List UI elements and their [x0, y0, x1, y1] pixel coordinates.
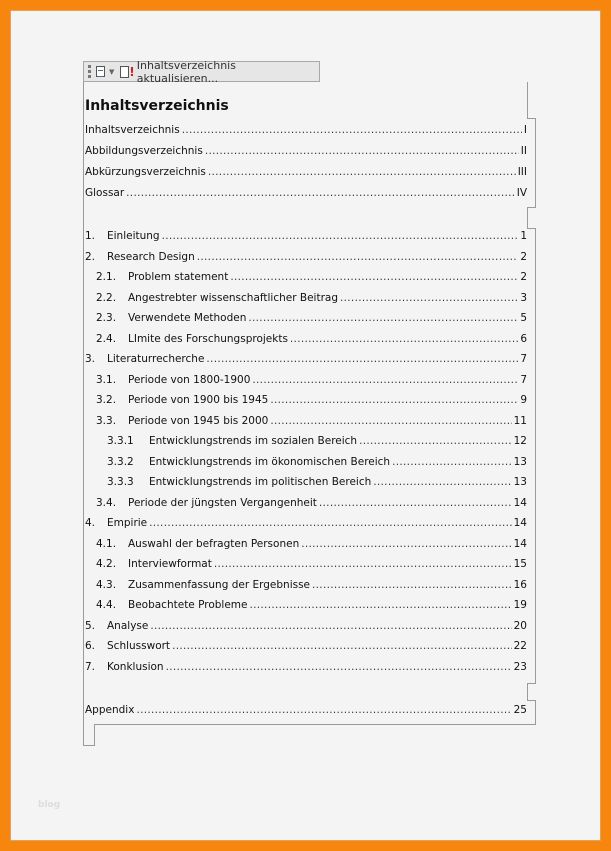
toc-entry-label: Empirie — [107, 517, 148, 529]
leader-dots — [136, 704, 511, 716]
toc-entry[interactable] — [85, 640, 527, 654]
toc-entry[interactable] — [85, 476, 527, 490]
leader-dots — [206, 353, 518, 365]
toc-entry-label: Konklusion — [107, 660, 164, 673]
toc-entry-number: 4.3. — [96, 578, 117, 591]
toc-entry-page: 2 — [520, 250, 527, 263]
toc-entry-number: 2. — [85, 250, 96, 263]
toc-entry-page: 7 — [520, 373, 527, 386]
toc-entry-number: 2.4. — [96, 332, 117, 345]
leader-dots — [197, 251, 519, 263]
leader-dots — [290, 333, 518, 345]
leader-dots — [162, 230, 519, 242]
toc-entry-number: 3.4. — [96, 496, 117, 509]
update-toc-button[interactable]: Inhaltsverzeichnis aktualisieren... — [136, 58, 236, 85]
toc-entry-page: 13 — [513, 476, 527, 488]
toc-entry-number: 3.3. — [96, 414, 117, 427]
toc-entry-label: Auswahl der befragten Personen — [128, 537, 300, 550]
toc-entry-label: Problem statement — [128, 271, 229, 283]
toc-entry-label: Periode der jüngsten Vergangenheit — [128, 496, 317, 509]
chevron-down-icon[interactable]: ▼ — [108, 67, 115, 76]
toc-document-icon[interactable] — [96, 66, 105, 77]
leader-dots — [214, 558, 512, 570]
watermark-logo: blog — [38, 800, 61, 810]
toc-entry-page: III — [517, 166, 527, 178]
toc-entry-label: Periode von 1800-1900 — [128, 373, 251, 386]
toc-entry-number: 3.3.1 — [107, 435, 134, 447]
toc-entry-page: 19 — [513, 599, 527, 611]
toc-entry[interactable] — [85, 374, 527, 388]
leader-dots — [301, 538, 511, 550]
toc-entry[interactable] — [85, 333, 527, 347]
toc-entry[interactable] — [85, 538, 527, 552]
toc-entry-number: 6. — [85, 640, 96, 652]
toc-entry-number: 2.3. — [96, 312, 117, 324]
toc-entry-label: Interviewformat — [128, 558, 212, 570]
toc-entry-page: 5 — [520, 312, 527, 324]
toc-entry-label: Schlusswort — [107, 640, 171, 652]
toc-entry[interactable] — [85, 312, 527, 326]
leader-dots — [150, 620, 511, 632]
leader-dots — [340, 292, 518, 304]
toc-entry-number: 4.1. — [96, 537, 117, 550]
toc-entry-label: Analyse — [107, 619, 149, 632]
leader-dots — [205, 145, 519, 157]
leader-dots — [230, 271, 518, 283]
toc-entry-number: 4.4. — [96, 599, 117, 611]
toc-entry-page: 23 — [513, 660, 527, 673]
toc-entry[interactable] — [85, 292, 527, 306]
toc-entry-page: 9 — [520, 394, 527, 406]
toc-entry-number: 3.2. — [96, 394, 117, 406]
toc-entry-page: I — [523, 124, 527, 136]
toc-entry-page: IV — [516, 187, 527, 199]
toc-entry[interactable] — [85, 435, 527, 449]
leader-dots — [172, 640, 512, 652]
toc-entry-number: 2.2. — [96, 291, 117, 304]
toc-entry-number: 1. — [85, 230, 96, 242]
leader-dots — [270, 394, 518, 406]
toc-entry-number: 2.1. — [96, 271, 117, 283]
toc-entry[interactable] — [85, 497, 527, 511]
toc-entry-page: 14 — [513, 496, 527, 509]
leader-dots — [126, 187, 515, 199]
warning-icon: ! — [129, 64, 135, 79]
toc-title: Inhaltsverzeichnis — [85, 98, 229, 114]
toc-entry-page: 2 — [520, 271, 527, 283]
toc-entry-label: Abbildungsverzeichnis — [85, 145, 203, 157]
toc-entry-number: 4.2. — [96, 558, 117, 570]
toc-entry[interactable] — [85, 704, 527, 718]
toc-entry-label: Entwicklungstrends im sozialen Bereich — [149, 435, 358, 447]
toc-entry-label: Inhaltsverzeichnis — [85, 124, 180, 136]
toc-entry-label: Entwicklungstrends im ökonomischen Bereich — [149, 455, 391, 468]
leader-dots — [149, 517, 511, 529]
toc-entry[interactable] — [85, 620, 527, 634]
toc-entry[interactable] — [85, 661, 527, 675]
toc-entry[interactable] — [85, 353, 527, 367]
toc-entry-page: 3 — [520, 291, 527, 304]
toc-entry[interactable] — [85, 271, 527, 285]
toc-entry-page: 11 — [513, 414, 527, 427]
toc-entry-page: 12 — [513, 435, 527, 447]
toc-entry[interactable] — [85, 166, 527, 180]
toc-entry-page: 13 — [513, 455, 527, 468]
toc-entry-number: 3. — [85, 353, 96, 365]
toc-entry-label: Literaturrecherche — [107, 353, 205, 365]
leader-dots — [270, 415, 511, 427]
toc-entry[interactable] — [85, 599, 527, 613]
toc-entry-number: 3.3.2 — [107, 455, 134, 468]
toc-entry[interactable] — [85, 394, 527, 408]
toc-entry-label: Periode von 1900 bis 1945 — [128, 394, 269, 406]
toc-entry-label: Glossar — [85, 187, 125, 199]
toc-entry-label: Entwicklungstrends im politischen Bereich — [149, 476, 372, 488]
leader-dots — [312, 579, 512, 591]
toc-entry-page: 7 — [520, 353, 527, 365]
leader-dots — [319, 497, 512, 509]
toc-entry-number: 5. — [85, 619, 96, 632]
toc-entry-page: 14 — [513, 517, 527, 529]
toc-entry-label: Beobachtete Probleme — [128, 599, 248, 611]
toc-entry-number: 3.3.3 — [107, 476, 134, 488]
toc-entry-label: Verwendete Methoden — [128, 312, 247, 324]
toc-entry[interactable] — [85, 230, 527, 244]
toc-content-control-toolbar — [83, 58, 320, 85]
leader-dots — [182, 124, 522, 136]
toc-entry-label: Abkürzungsverzeichnis — [85, 166, 206, 178]
toc-entry[interactable] — [85, 456, 527, 470]
toc-entry-label: Einleitung — [107, 230, 160, 242]
toc-entry[interactable] — [85, 517, 527, 531]
toc-entry-page: 25 — [513, 704, 527, 716]
toc-entry[interactable] — [85, 251, 527, 265]
toc-entry[interactable] — [85, 579, 527, 593]
toc-entry-number: 7. — [85, 660, 96, 673]
leader-dots — [392, 456, 512, 468]
leader-dots — [248, 312, 518, 324]
leader-dots — [359, 435, 512, 447]
leader-dots — [166, 661, 512, 673]
toc-entry-page: 15 — [513, 558, 527, 570]
leader-dots — [373, 476, 511, 488]
toc-entry-page: II — [520, 145, 527, 157]
toc-entry-label: Research Design — [107, 250, 195, 263]
toc-entry-page: 14 — [513, 537, 527, 550]
toc-entry-label: Angestrebter wissenschaftlicher Beitrag — [128, 291, 339, 304]
toc-entry-number: 4. — [85, 517, 96, 529]
toc-entry-label: Periode von 1945 bis 2000 — [128, 414, 269, 427]
toc-entry-page: 16 — [513, 578, 527, 591]
toc-entry[interactable] — [85, 124, 527, 138]
toc-entry-number: 3.1. — [96, 373, 117, 386]
toc-entry-page: 20 — [513, 619, 527, 632]
toc-entry-label: Zusammenfassung der Ergebnisse — [128, 578, 311, 591]
toc-entry[interactable] — [85, 187, 527, 201]
toc-entry[interactable] — [85, 558, 527, 572]
leader-dots — [208, 166, 516, 178]
drag-handle-icon[interactable] — [88, 65, 91, 78]
toc-entry-page: 6 — [520, 332, 527, 345]
toc-entry[interactable] — [85, 415, 527, 429]
leader-dots — [250, 599, 512, 611]
toc-entry[interactable] — [85, 145, 527, 159]
toc-entry-label: Appendix — [85, 704, 135, 716]
toc-entry-page: 1 — [520, 230, 527, 242]
toc-entry-label: LImite des Forschungsprojekts — [128, 332, 288, 345]
update-document-icon — [120, 66, 129, 78]
leader-dots — [252, 374, 518, 386]
toc-entry-page: 22 — [513, 640, 527, 652]
